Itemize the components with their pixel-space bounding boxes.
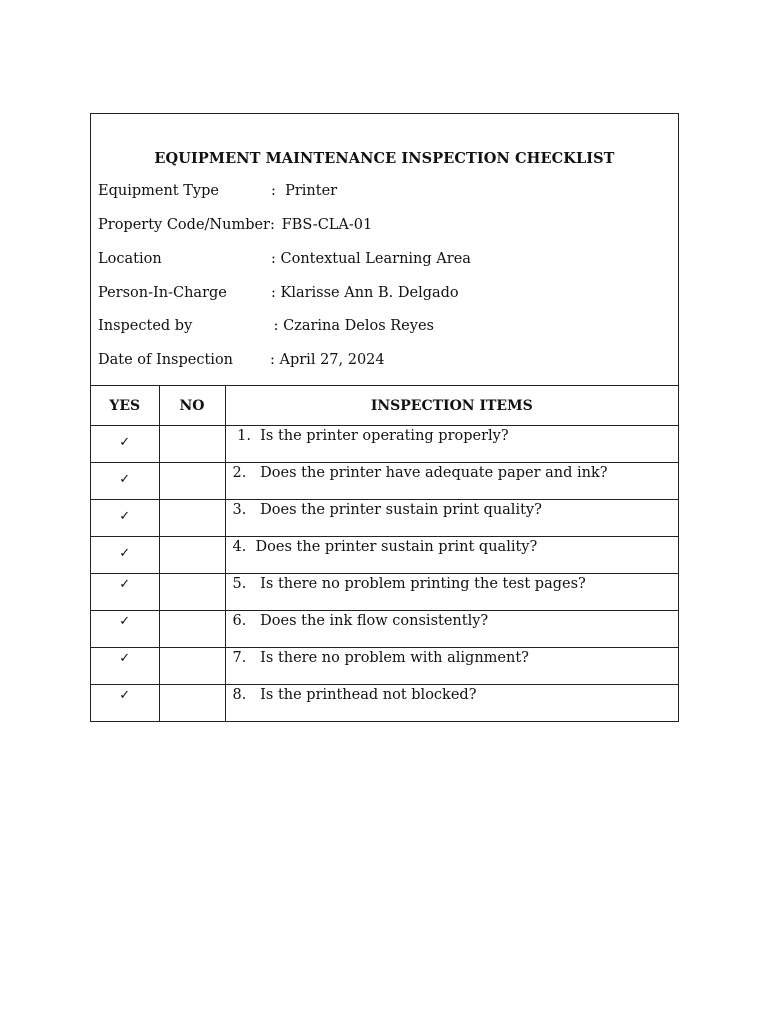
field-value: : Contextual Learning Area (271, 251, 471, 267)
field-value: FBS-CLA-01 (277, 217, 373, 233)
yes-column-header: YES (91, 386, 159, 426)
field-value: : Printer (271, 183, 338, 199)
no-cell[interactable] (159, 537, 225, 574)
no-cell[interactable] (159, 426, 225, 463)
inspection-checklist (90, 113, 679, 722)
table-row (91, 574, 678, 611)
inspection-item-text: 7. Is there no problem with alignment? (232, 650, 529, 666)
inspection-items-header: INSPECTION ITEMS (225, 386, 678, 426)
field-label: Date of Inspection (98, 352, 234, 368)
yes-cell[interactable] (91, 463, 159, 500)
inspection-item-cell (225, 463, 678, 500)
inspection-item-cell (225, 574, 678, 611)
table-row (91, 648, 678, 685)
inspection-item-cell (225, 500, 678, 537)
field-value: : April 27, 2024 (270, 352, 385, 368)
yes-cell[interactable] (91, 537, 159, 574)
field-label: Property Code/Number: (98, 217, 275, 233)
field-value: : Czarina Delos Reyes (269, 318, 434, 334)
yes-cell[interactable] (91, 685, 159, 722)
yes-cell[interactable] (91, 574, 159, 611)
field-value: : Klarisse Ann B. Delgado (271, 285, 459, 301)
inspection-item-cell (225, 426, 678, 463)
no-column-header: NO (159, 386, 225, 426)
table-header-row (91, 386, 678, 426)
no-cell[interactable] (159, 685, 225, 722)
inspection-item-text: 1. Is the printer operating properly? (232, 428, 509, 444)
inspection-item-text: 3. Does the printer sustain print quality? (232, 502, 542, 518)
yes-cell[interactable] (91, 648, 159, 685)
no-cell[interactable] (159, 500, 225, 537)
field-label: Location (98, 251, 162, 267)
inspection-item-text: 6. Does the ink flow consistently? (232, 613, 489, 629)
yes-cell[interactable] (91, 426, 159, 463)
field-label: Inspected by (98, 318, 193, 334)
inspection-item-cell (225, 611, 678, 648)
checkmark-icon: ✓ (119, 472, 131, 487)
table-row (91, 500, 678, 537)
inspection-item-text: 8. Is the printhead not blocked? (232, 687, 477, 703)
inspection-table (91, 385, 678, 721)
field-label: Person-In-Charge (98, 285, 227, 301)
yes-cell[interactable] (91, 500, 159, 537)
inspection-item-text: 5. Is there no problem printing the test pages? (232, 576, 586, 592)
table-row (91, 537, 678, 574)
checkmark-icon: ✓ (119, 509, 131, 524)
checklist-header (91, 114, 678, 385)
no-cell[interactable] (159, 611, 225, 648)
checkmark-icon: ✓ (119, 435, 131, 450)
checkmark-icon: ✓ (119, 546, 131, 561)
checkmark-icon: ✓ (119, 688, 131, 703)
page-title: EQUIPMENT MAINTENANCE INSPECTION CHECKLIST (154, 150, 615, 167)
table-row (91, 463, 678, 500)
field-label: Equipment Type (98, 183, 219, 199)
yes-cell[interactable] (91, 611, 159, 648)
no-cell[interactable] (159, 648, 225, 685)
no-cell[interactable] (159, 574, 225, 611)
checkmark-icon: ✓ (119, 651, 131, 666)
checkmark-icon: ✓ (119, 577, 131, 592)
inspection-item-cell (225, 685, 678, 722)
inspection-item-text: 4. Does the printer sustain print quality? (232, 539, 538, 555)
inspection-item-text: 2. Does the printer have adequate paper and ink? (232, 465, 608, 481)
no-cell[interactable] (159, 463, 225, 500)
inspection-item-cell (225, 648, 678, 685)
table-row (91, 685, 678, 722)
inspection-item-cell (225, 537, 678, 574)
table-row (91, 611, 678, 648)
table-row (91, 426, 678, 463)
checkmark-icon: ✓ (119, 614, 131, 629)
